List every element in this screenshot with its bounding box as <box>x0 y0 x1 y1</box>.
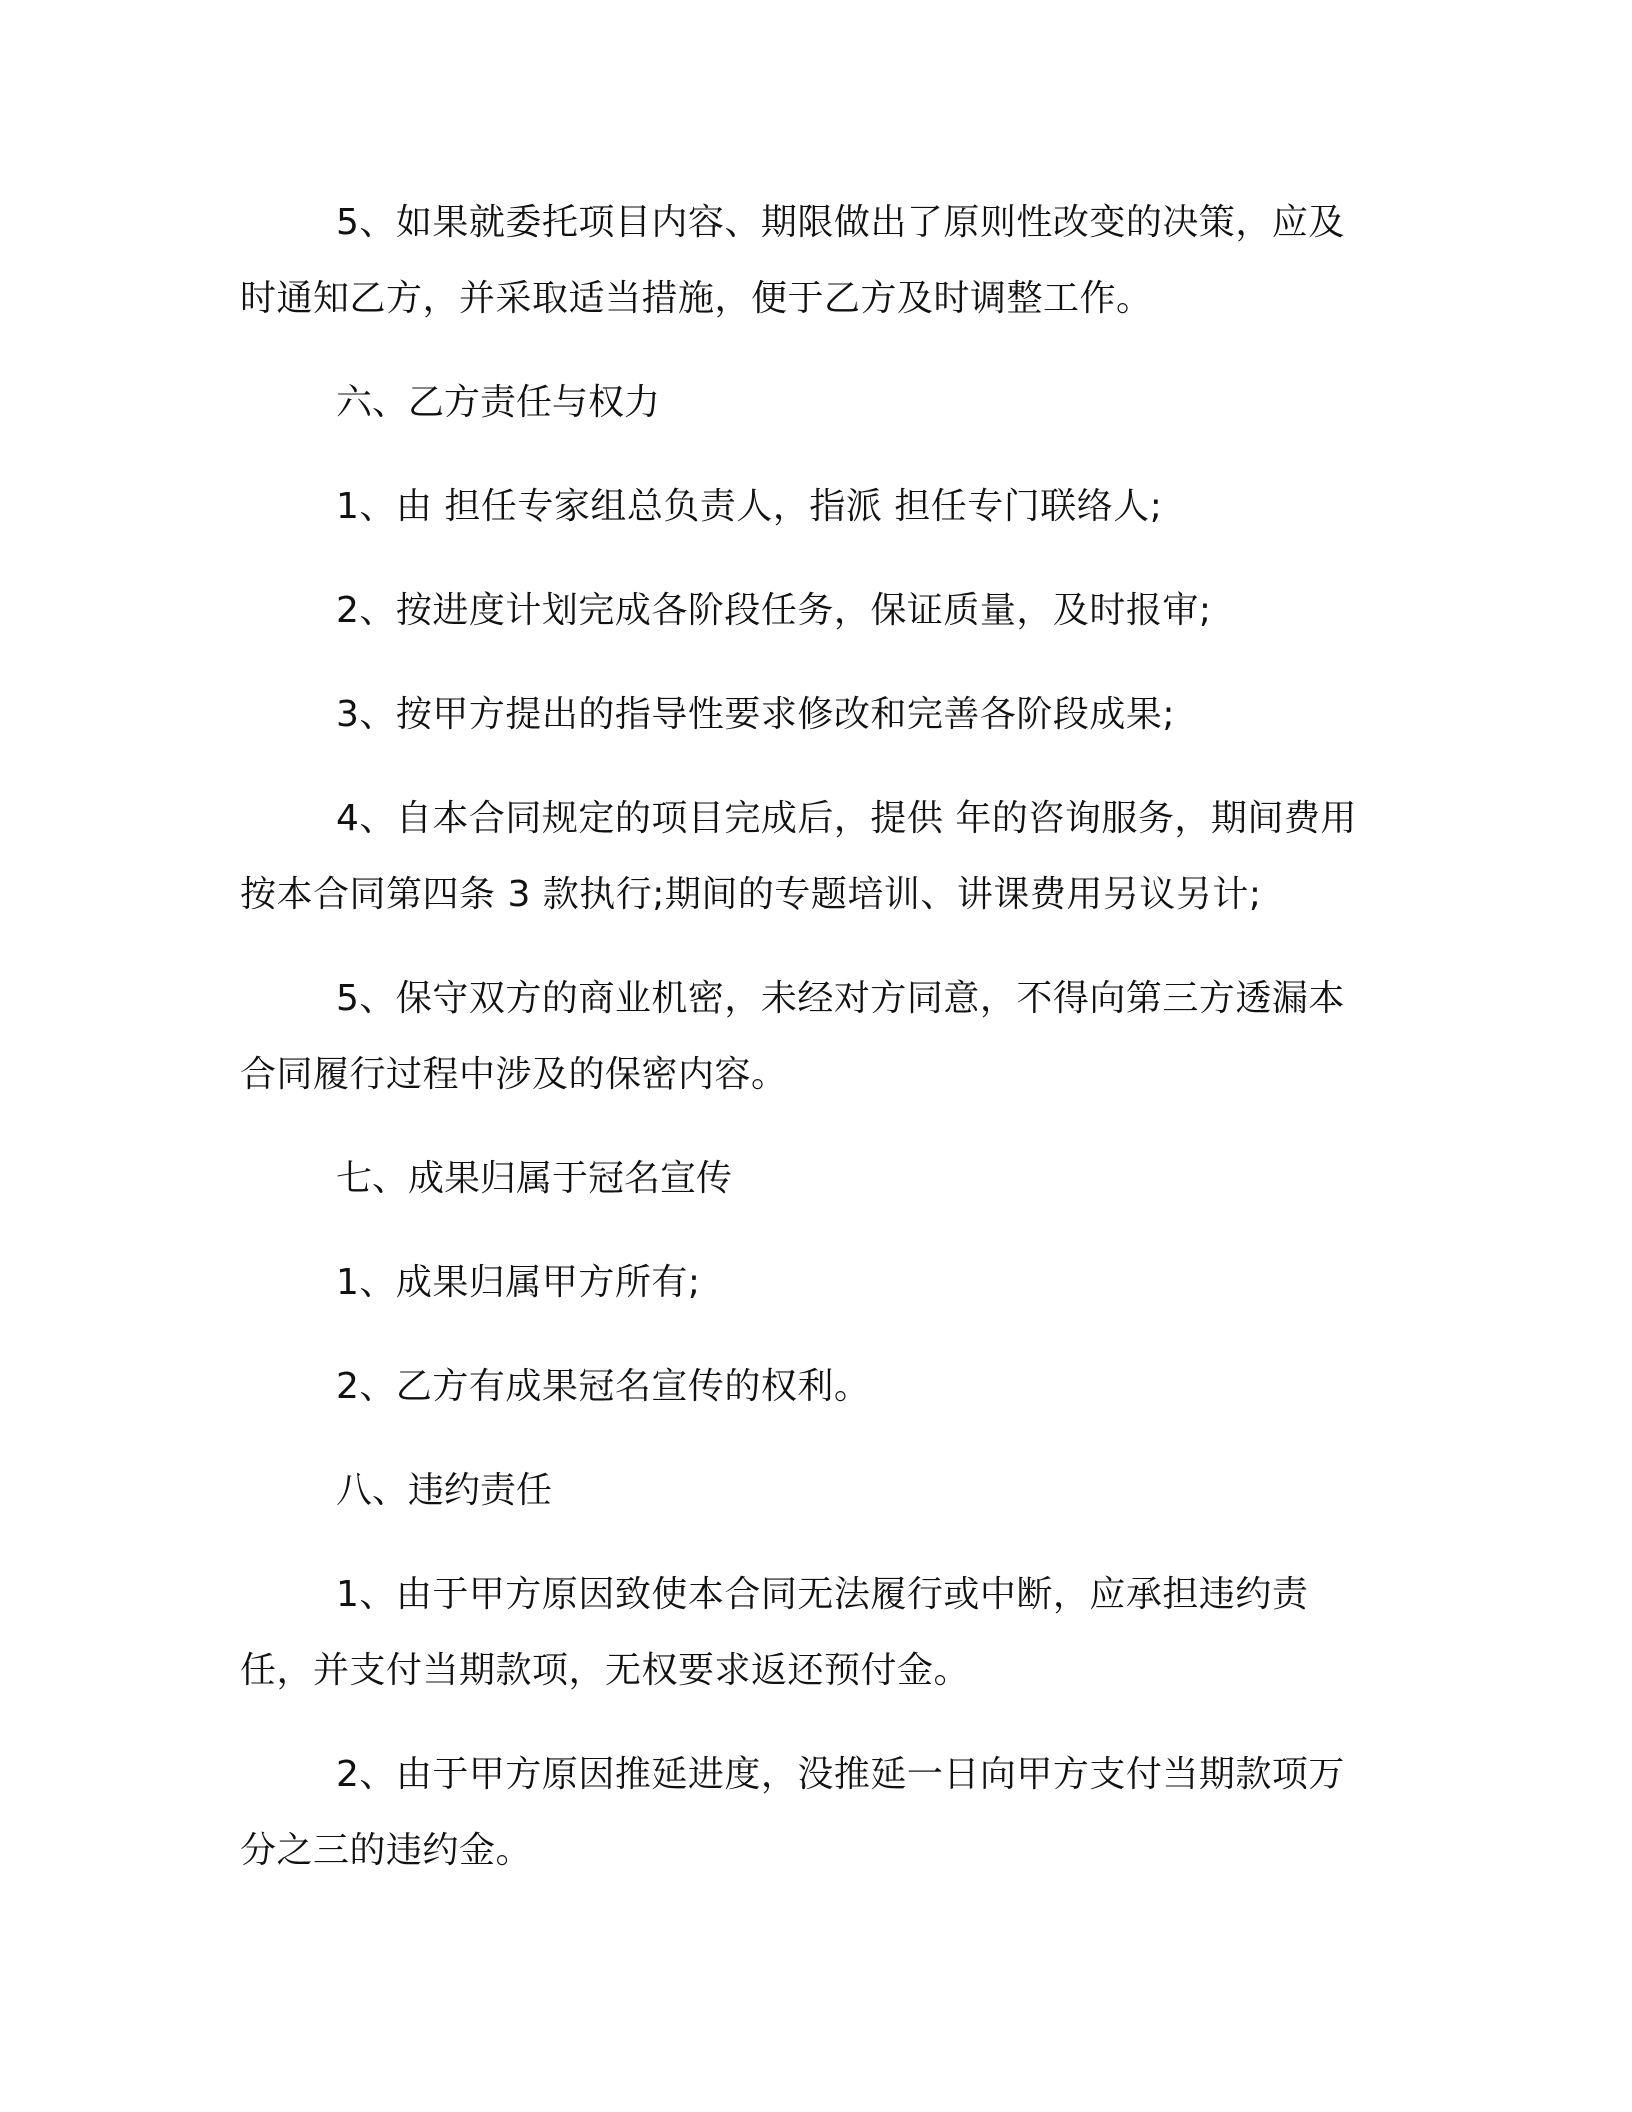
paragraph-item-2: 2、按进度计划完成各阶段任务，保证质量，及时报审; <box>336 590 1212 631</box>
paragraph-gap <box>240 753 1380 781</box>
paragraph-gap <box>240 1709 1380 1737</box>
paragraph-breach-2: 2、由于甲方原因推延进度，没推延一日向甲方支付当期款项万分之三的违约金。 <box>240 1754 1345 1871</box>
paragraph-gap <box>240 1529 1380 1557</box>
section-heading-7: 七、成果归属于冠名宣传 <box>336 1158 733 1199</box>
paragraph-gap <box>240 545 1380 573</box>
paragraph-ownership-1: 1、成果归属甲方所有; <box>336 1262 701 1303</box>
paragraph-item-5-confidential: 5、保守双方的商业机密，未经对方同意，不得向第三方透漏本合同履行过程中涉及的保密内容。 <box>240 978 1345 1095</box>
paragraph-item-4: 4、自本合同规定的项目完成后，提供 年的咨询服务，期间费用按本合同第四条 3 款执行;期间的专题培训、讲课费用另议另计; <box>240 798 1357 915</box>
paragraph-gap <box>240 1113 1380 1141</box>
paragraph-breach-1: 1、由于甲方原因致使本合同无法履行或中断，应承担违约责任，并支付当期款项，无权要求返还预付金。 <box>240 1574 1309 1691</box>
paragraph-gap <box>240 933 1380 961</box>
paragraph-gap <box>240 649 1380 677</box>
paragraph-gap <box>240 1217 1380 1245</box>
paragraph-gap <box>240 337 1380 365</box>
paragraph-ownership-2: 2、乙方有成果冠名宣传的权利。 <box>336 1366 871 1407</box>
paragraph-item-5-notify: 5、如果就委托项目内容、期限做出了原则性改变的决策，应及时通知乙方，并采取适当措施，便于乙方及时调整工作。 <box>240 202 1345 319</box>
section-heading-6: 六、乙方责任与权力 <box>336 382 661 423</box>
paragraph-gap <box>240 1425 1380 1453</box>
section-heading-8: 八、违约责任 <box>336 1470 553 1511</box>
paragraph-item-1: 1、由 担任专家组总负责人，指派 担任专门联络人; <box>336 486 1163 527</box>
document-body <box>240 185 1380 1889</box>
paragraph-gap <box>240 441 1380 469</box>
paragraph-gap <box>240 1321 1380 1349</box>
paragraph-item-3: 3、按甲方提出的指导性要求修改和完善各阶段成果; <box>336 694 1176 735</box>
